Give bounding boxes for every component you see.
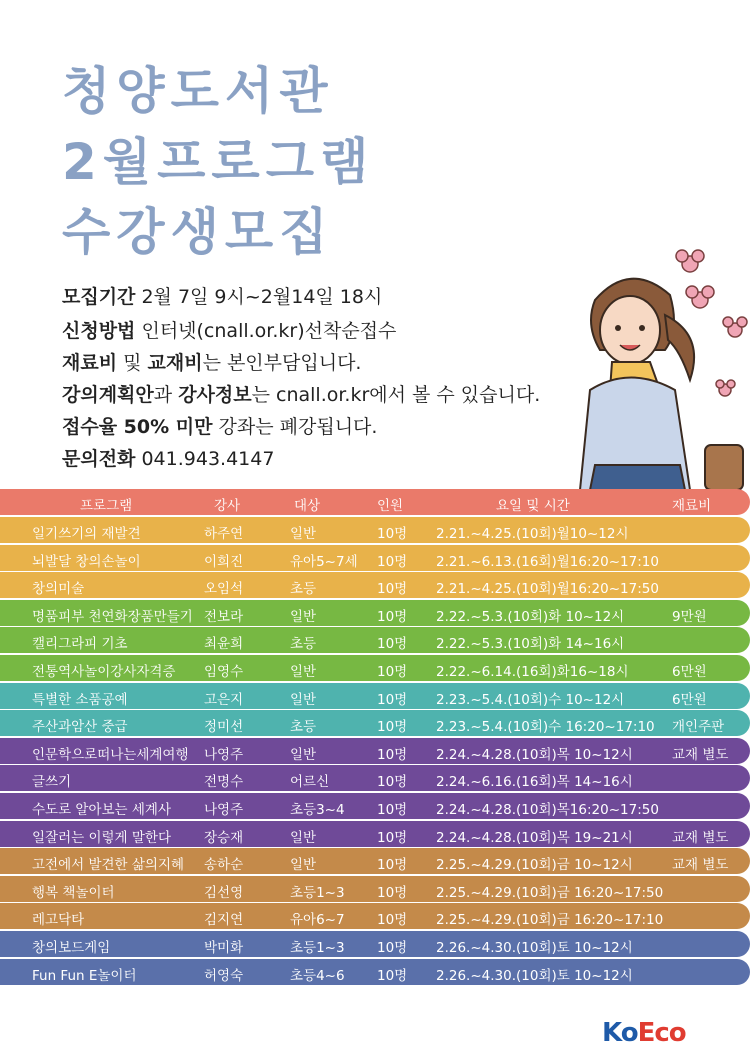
- schedule: 2.23.~5.4.(10회)수 16:20~17:10: [436, 719, 655, 735]
- info-cancel-rule: 접수율 50% 미만 강좌는 폐강됩니다.: [62, 416, 378, 438]
- teacher-name: 김선영: [204, 885, 244, 901]
- header-program: 프로그램: [80, 498, 133, 514]
- capacity: 10명: [377, 554, 408, 570]
- info-lecture-plan: 강의계획안과 강사정보는 cnall.or.kr에서 볼 수 있습니다.: [62, 384, 541, 406]
- teacher-name: 나영주: [204, 802, 244, 818]
- target-audience: 초등: [290, 719, 317, 735]
- title-line-3: 수강생모집: [62, 203, 334, 261]
- table-row: [0, 600, 750, 626]
- program-name: 레고닥타: [32, 912, 85, 928]
- teacher-name: 전명수: [204, 774, 244, 790]
- teacher-name: 고은지: [204, 692, 244, 708]
- teacher-name: 이희진: [204, 554, 244, 570]
- program-name: 수도로 알아보는 세계사: [32, 802, 171, 818]
- info-apply-method: 신청방법 인터넷(cnall.or.kr)선착순접수: [62, 320, 397, 342]
- program-name: 캘리그라피 기초: [32, 636, 128, 652]
- capacity: 10명: [377, 664, 408, 680]
- program-name: 고전에서 발견한 삶의지혜: [32, 857, 185, 873]
- capacity: 10명: [377, 830, 408, 846]
- table-row: [0, 876, 750, 902]
- capacity: 10명: [377, 802, 408, 818]
- capacity: 10명: [377, 885, 408, 901]
- teacher-name: 나영주: [204, 747, 244, 763]
- teacher-name: 김지연: [204, 912, 244, 928]
- program-name: 글쓰기: [32, 774, 72, 790]
- schedule: 2.24.~4.28.(10회)목 19~21시: [436, 830, 633, 846]
- title-line-1: 청양도서관: [62, 62, 334, 120]
- schedule: 2.24.~6.16.(16회)목 14~16시: [436, 774, 633, 790]
- teacher-name: 하주연: [204, 526, 244, 542]
- schedule: 2.25.~4.29.(10회)금 16:20~17:10: [436, 912, 664, 928]
- program-name: 주산과암산 중급: [32, 719, 128, 735]
- target-audience: 초등1~3: [290, 940, 345, 956]
- target-audience: 유아6~7: [290, 912, 345, 928]
- table-row: [0, 738, 750, 764]
- program-name: 전통역사놀이강사자격증: [32, 664, 176, 680]
- target-audience: 일반: [290, 830, 317, 846]
- capacity: 10명: [377, 636, 408, 652]
- table-row: [0, 572, 750, 598]
- table-row: [0, 959, 750, 985]
- header-count: 인원: [377, 498, 404, 514]
- capacity: 10명: [377, 968, 408, 984]
- table-row: [0, 903, 750, 929]
- capacity: 10명: [377, 719, 408, 735]
- koeco-logo: KoEco: [602, 1018, 686, 1048]
- table-row-bg: [0, 765, 750, 791]
- material-fee: 개인주판: [672, 719, 725, 735]
- program-name: 창의보드게임: [32, 940, 111, 956]
- schedule: 2.21.~4.25.(10회)월10~12시: [436, 526, 629, 542]
- table-header: [0, 489, 750, 515]
- program-name: Fun Fun E놀이터: [32, 968, 137, 984]
- capacity: 10명: [377, 609, 408, 625]
- schedule: 2.24.~4.28.(10회)목 10~12시: [436, 747, 633, 763]
- schedule: 2.25.~4.29.(10회)금 10~12시: [436, 857, 633, 873]
- material-fee: 9만원: [672, 609, 707, 625]
- table-row: [0, 821, 750, 847]
- info-recruit-period: 모집기간 2월 7일 9시~2월14일 18시: [62, 286, 383, 308]
- target-audience: 초등4~6: [290, 968, 345, 984]
- schedule: 2.25.~4.29.(10회)금 16:20~17:50: [436, 885, 664, 901]
- table-row: [0, 765, 750, 791]
- info-fees: 재료비 및 교재비는 본인부담입니다.: [62, 352, 362, 374]
- program-name: 행복 책놀이터: [32, 885, 115, 901]
- target-audience: 일반: [290, 664, 317, 680]
- info-contact: 문의전화 041.943.4147: [62, 448, 275, 470]
- program-name: 특별한 소품공예: [32, 692, 128, 708]
- teacher-name: 장승재: [204, 830, 244, 846]
- table-row: [0, 848, 750, 874]
- schedule: 2.26.~4.30.(10회)토 10~12시: [436, 968, 633, 984]
- capacity: 10명: [377, 912, 408, 928]
- program-name: 인문학으로떠나는세계여행: [32, 747, 189, 763]
- table-row: [0, 655, 750, 681]
- schedule: 2.21.~4.25.(10회)월16:20~17:50: [436, 581, 659, 597]
- program-name: 일기쓰기의 재발견: [32, 526, 141, 542]
- teacher-name: 최윤희: [204, 636, 244, 652]
- header-time: 요일 및 시간: [496, 498, 570, 514]
- schedule: 2.22.~5.3.(10회)화 10~12시: [436, 609, 625, 625]
- capacity: 10명: [377, 774, 408, 790]
- material-fee: 교재 별도: [672, 857, 729, 873]
- capacity: 10명: [377, 581, 408, 597]
- target-audience: 어르신: [290, 774, 330, 790]
- teacher-name: 전보라: [204, 609, 244, 625]
- capacity: 10명: [377, 526, 408, 542]
- title-line-2: 2월프로그램: [62, 133, 375, 191]
- program-name: 명품피부 천연화장품만들기: [32, 609, 193, 625]
- girl-with-flowers-illustration: [540, 240, 750, 490]
- header-teacher: 강사: [214, 498, 241, 514]
- table-row: [0, 517, 750, 543]
- program-name: 창의미술: [32, 581, 85, 597]
- target-audience: 초등1~3: [290, 885, 345, 901]
- teacher-name: 임영수: [204, 664, 244, 680]
- capacity: 10명: [377, 747, 408, 763]
- capacity: 10명: [377, 940, 408, 956]
- target-audience: 초등: [290, 636, 317, 652]
- target-audience: 유아5~7세: [290, 554, 358, 570]
- teacher-name: 송하순: [204, 857, 244, 873]
- target-audience: 초등: [290, 581, 317, 597]
- header-target: 대상: [294, 498, 321, 514]
- target-audience: 초등3~4: [290, 802, 345, 818]
- schedule: 2.22.~5.3.(10회)화 14~16시: [436, 636, 625, 652]
- table-row: [0, 793, 750, 819]
- capacity: 10명: [377, 692, 408, 708]
- schedule: 2.23.~5.4.(10회)수 10~12시: [436, 692, 625, 708]
- header-fee: 재료비: [672, 498, 712, 514]
- material-fee: 교재 별도: [672, 830, 729, 846]
- teacher-name: 정미선: [204, 719, 244, 735]
- table-row-bg: [0, 931, 750, 957]
- target-audience: 일반: [290, 857, 317, 873]
- target-audience: 일반: [290, 692, 317, 708]
- schedule: 2.26.~4.30.(10회)토 10~12시: [436, 940, 633, 956]
- table-row: [0, 710, 750, 736]
- program-name: 뇌발달 창의손놀이: [32, 554, 141, 570]
- table-row: [0, 683, 750, 709]
- table-row: [0, 627, 750, 653]
- schedule: 2.21.~6.13.(16회)월16:20~17:10: [436, 554, 659, 570]
- table-row: [0, 545, 750, 571]
- teacher-name: 오임석: [204, 581, 244, 597]
- program-name: 일잘러는 이렇게 말한다: [32, 830, 171, 846]
- target-audience: 일반: [290, 609, 317, 625]
- table-row: [0, 931, 750, 957]
- target-audience: 일반: [290, 526, 317, 542]
- material-fee: 교재 별도: [672, 747, 729, 763]
- material-fee: 6만원: [672, 692, 707, 708]
- schedule: 2.24.~4.28.(10회)목16:20~17:50: [436, 802, 659, 818]
- target-audience: 일반: [290, 747, 317, 763]
- capacity: 10명: [377, 857, 408, 873]
- material-fee: 6만원: [672, 664, 707, 680]
- teacher-name: 허영숙: [204, 968, 244, 984]
- teacher-name: 박미화: [204, 940, 244, 956]
- schedule: 2.22.~6.14.(16회)화16~18시: [436, 664, 629, 680]
